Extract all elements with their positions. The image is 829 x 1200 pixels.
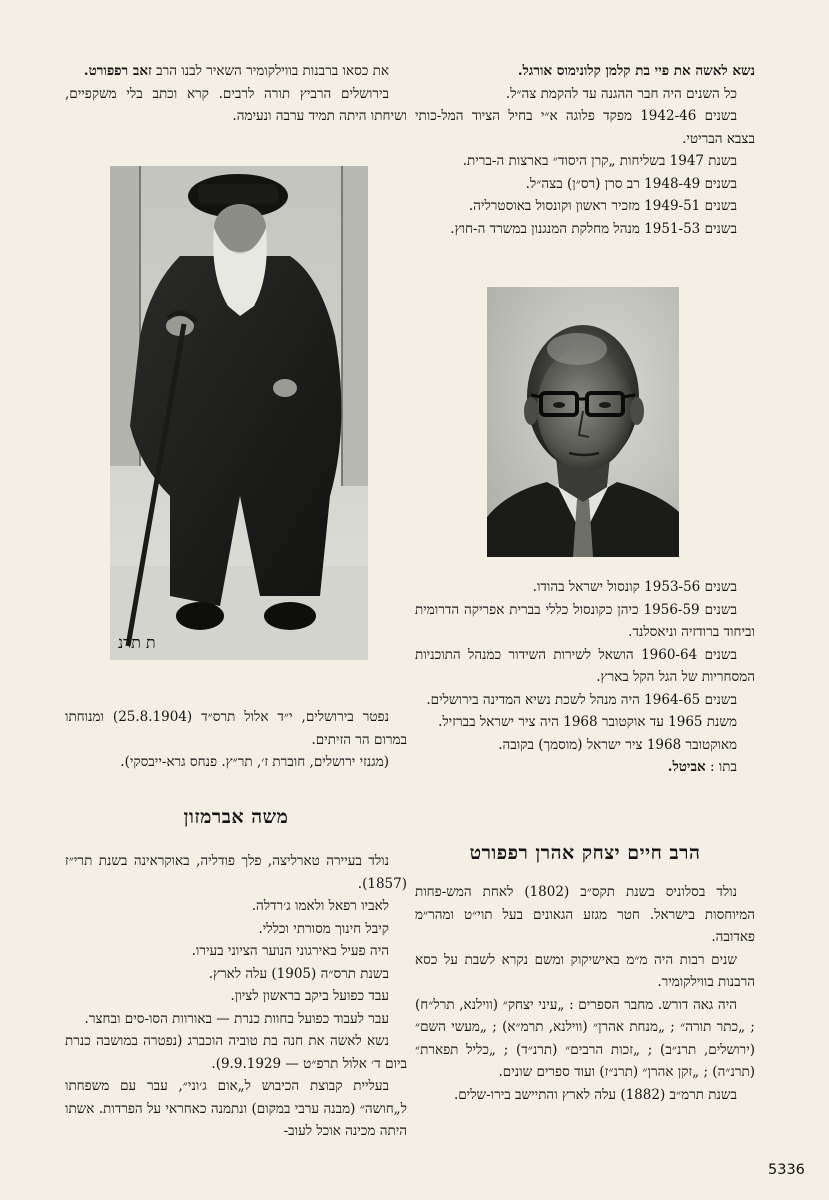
left-photo-caption bbox=[65, 706, 407, 774]
paragraph: את כסאו ברבנות בווילקומיר השאיר לבנו הרב זאב רפפורט. bbox=[83, 63, 389, 79]
paragraph: בשנים 1953-56 קונסול ישראל בהודו. bbox=[532, 579, 737, 595]
caption-line: נפטר בירושלים, י״ד אלול תרס״ד (25.8.1904) ומנוחתו במרום הר הזיתים. bbox=[65, 709, 407, 748]
paragraph: שנים רבות היה מ״מ באישיקוק ומשם נקרא לשבת על כסא הרבנות בווילקומיר. bbox=[415, 951, 755, 990]
portrait-image bbox=[487, 287, 679, 557]
caption-line: (מגנזי ירושלים, חוברת ז׳, תר״ץ. פנחס גרא-ייבסקי). bbox=[120, 754, 389, 770]
right-column-middle bbox=[415, 576, 755, 779]
paragraph: עבד כפועל ביקב בראשון לציון. bbox=[230, 988, 389, 1004]
section-heading-abramson: משה אברמזון bbox=[183, 806, 289, 828]
portrait-photo-rabbi bbox=[110, 166, 368, 660]
paragraph: קיבל חינוך מסורתי וכללי. bbox=[258, 920, 389, 937]
paragraph: עבר לעבוד כפועל בחוות כנרת — באורוות הסו-סים ובחצר. bbox=[84, 1010, 389, 1027]
paragraph: בשנים 1956-59 כיהן כקונסול כללי בברית אפריקה הדרומית וביחוד ברודזיה וניאסלנד. bbox=[415, 601, 755, 640]
paragraph: בעליית קבוצת הכיבוש ל„אום ג׳וני״, עבר עם משפחתו ל„חושה״ (מבנה ערבי במקום) ונתמנה כאחראי על הפרדות. אשתו היתה מכינה אוכל לעוב- bbox=[65, 1078, 407, 1139]
left-column-bottom bbox=[65, 850, 407, 1143]
paragraph: משנת 1965 עד אוקטובר 1968 היה ציר ישראל בברזיל. bbox=[438, 714, 737, 730]
paragraph: מאוקטובר 1968 ציר ישראל (מוסמך) בקובה. bbox=[498, 736, 737, 753]
paragraph: בשנת תרס״ה (1905) עלה לארץ. bbox=[208, 965, 389, 982]
paragraph: נשא לאשה את פיי בת קלמן קלונימוס אורגל. bbox=[517, 63, 755, 79]
paragraph: בשנים 1960-64 הושאל לשירות השידור כמנהל התוכניות המסחריות של הגל הקל בארץ. bbox=[415, 646, 755, 685]
paragraph: בשנים 1949-51 מזכיר ראשון וקונסול באוסטרליה. bbox=[468, 198, 737, 214]
right-column-top bbox=[415, 60, 755, 240]
son-name: זאב רפפורט. bbox=[83, 63, 152, 79]
portrait-photo-man-glasses bbox=[487, 287, 679, 557]
portrait-image bbox=[110, 166, 368, 660]
daughter-label: בתו : bbox=[709, 759, 737, 775]
paragraph: כל השנים היה חבר ההגנה עד להקמת צה״ל. bbox=[505, 85, 737, 102]
right-column-bottom bbox=[415, 881, 755, 1106]
left-column-top bbox=[65, 60, 407, 128]
paragraph: היה גאה דורש. מחבר הספרים : „עיני יצחק״ (ווילנא, תרל״ח) ; „כתר תורה״ ; „מנחת אהרן״ (ווילנא, תרמ״א) ; „מעשי השם״ (ירושלים, תרנ״ב) ; „זכות הרבים״ (תרנ״ד) ; „כליל תפארת״ (תרנ״ה) ; „זקן אהרן״ (תרנ״ז) ועוד ספרים שונים. bbox=[415, 996, 755, 1080]
photo-inscription: ת תרנ bbox=[118, 633, 156, 652]
paragraph: נולד בסלוניס בשנת תקס״ב (1802) לאחת המש-פחות המיוחסות בישראל. חטר מגזע הגאונים בעל תוי״ט ומהר״מ פאדובה. bbox=[415, 884, 755, 945]
daughter-line bbox=[415, 756, 755, 779]
paragraph: נשא לאשה את חנה בת טוביה הוכברג (נפטרה במושבה כנרת ביום ד׳ אלול תרפ״ט — 9.9.1929). bbox=[65, 1033, 407, 1072]
paragraph: בשנים 1948-49 רב סרן (רס״ן) בצה״ל. bbox=[525, 175, 737, 192]
paragraph: בשנת 1947 בשליחות „קרן היסוד״ בארצות ה-ברית. bbox=[462, 153, 737, 169]
paragraph: בשנת תרמ״ב (1882) עלה לארץ והתיישב בירו-שלים. bbox=[453, 1086, 737, 1103]
paragraph: בשנים 1951-53 מנהל מחלקת המנגנון במשרד ה-חוץ. bbox=[450, 220, 737, 237]
paragraph: בשנים 1942-46 מפקד פלוגה א״י בחיל הציוד המל-כותי בצבא הבריטי. bbox=[415, 108, 755, 147]
paragraph: נולד בעיירה טארליצה, פלך פודליה, באוקראינה בשנת תרי״ז (1857). bbox=[65, 853, 407, 892]
daughter-name: אביטל. bbox=[667, 759, 706, 775]
paragraph: לאביו רפאל ולאמו ג׳רדלה. bbox=[251, 898, 389, 914]
page-number: 5336 bbox=[768, 1162, 805, 1178]
section-heading-rapoport: הרב חיים יצחק אהרן רפפורט bbox=[469, 842, 701, 864]
paragraph: בשנים 1964-65 היה מנהל לשכת נשיא המדינה בירושלים. bbox=[426, 691, 737, 708]
paragraph: היה פעיל באירגוני הנוער הציוני בעירו. bbox=[191, 943, 389, 959]
paragraph: בירושלים הרביץ תורה לרבים. קרא וכתב בלי משקפיים, ושיחתו היתה תמיד ערבה ונעימה. bbox=[65, 85, 407, 124]
